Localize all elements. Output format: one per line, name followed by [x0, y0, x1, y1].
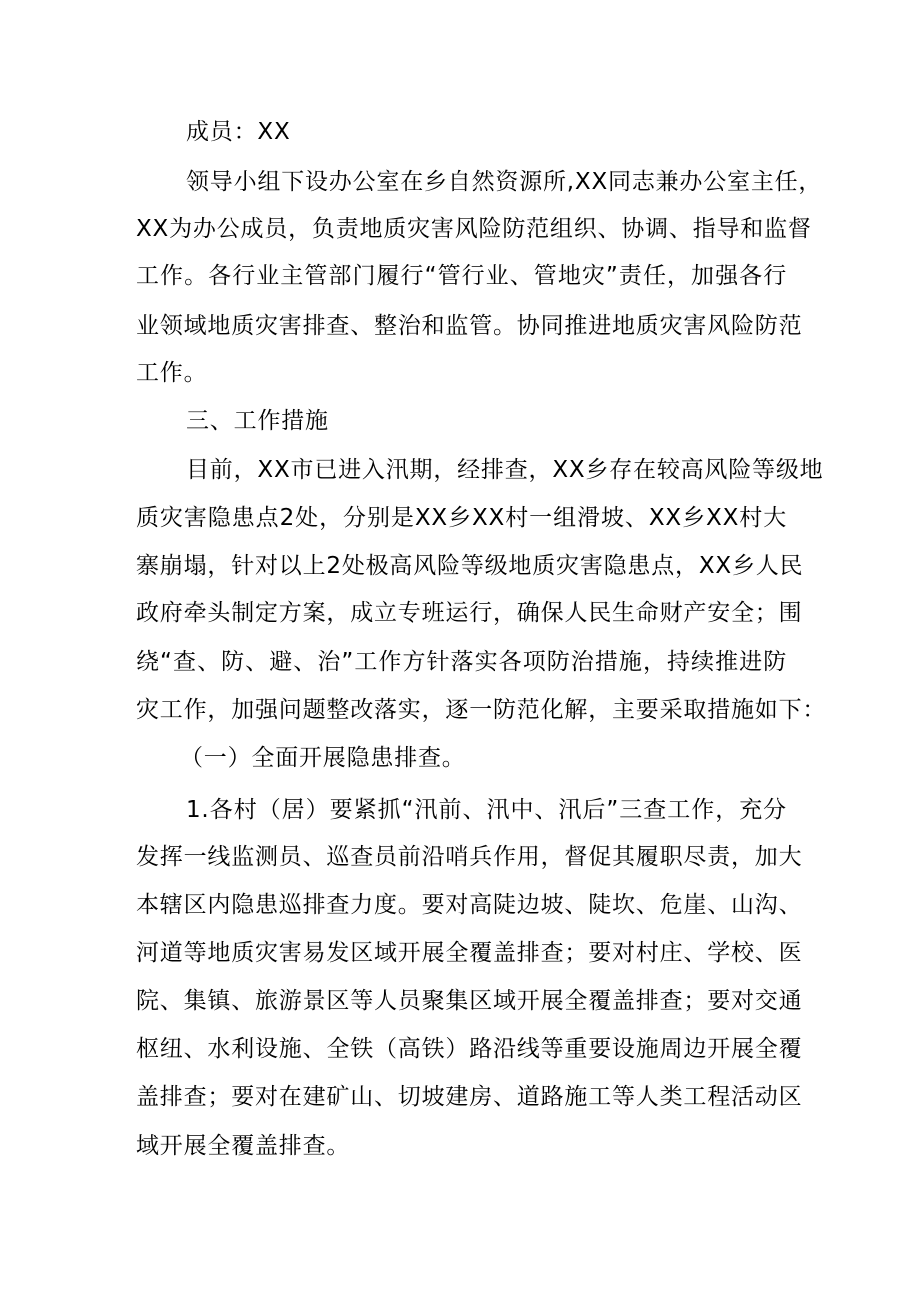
paragraph-line: 1.各村（居）要紧抓“汛前、汛中、汛后”三查工作，充分 — [186, 797, 787, 823]
paragraph-line: 本辖区内隐患巡排查力度。要对高陡边坡、陡坎、危崖、山沟、 — [136, 892, 803, 918]
paragraph-line: 域开展全覆盖排查。 — [136, 1133, 351, 1159]
subsection-heading: （一）全面开展隐患排查。 — [180, 745, 466, 771]
paragraph-line: 政府牵头制定方案，成立专班运行，确保人民生命财产安全；围 — [136, 600, 803, 626]
paragraph-line: 枢纽、水利设施、全铁（高铁）路沿线等重要设施周边开展全覆 — [136, 1036, 803, 1062]
paragraph-line: 盖排查；要对在建矿山、切坡建房、道路施工等人类工程活动区 — [136, 1084, 803, 1110]
paragraph-line: 发挥一线监测员、巡查员前沿哨兵作用，督促其履职尽责，加大 — [136, 844, 803, 870]
paragraph-line: 业领域地质灾害排查、整治和监管。协同推进地质灾害风险防范 — [136, 313, 803, 339]
paragraph-line: 领导小组下设办公室在乡自然资源所,XX同志兼办公室主任， — [186, 169, 823, 195]
paragraph-line: 绕“查、防、避、治”工作方针落实各项防治措施，持续推进防 — [136, 649, 787, 675]
member-line: 成员：XX — [186, 119, 291, 145]
paragraph-line: 目前，XX市已进入汛期，经排查，XX乡存在较高风险等级地 — [186, 457, 824, 483]
paragraph-line: 河道等地质灾害易发区域开展全覆盖排查；要对村庄、学校、医 — [136, 940, 803, 966]
paragraph-line: 工作。 — [136, 360, 208, 386]
paragraph-line: 灾工作，加强问题整改落实，逐一防范化解，主要采取措施如下： — [136, 697, 827, 723]
paragraph-line: 工作。各行业主管部门履行“管行业、管地灾”责任，加强各行 — [136, 263, 787, 289]
paragraph-line: 寨崩塌，针对以上2处极高风险等级地质灾害隐患点，XX乡人民 — [136, 553, 804, 579]
section-heading: 三、工作措施 — [186, 408, 329, 434]
paragraph-line: 质灾害隐患点2处，分别是XX乡XX村一组滑坡、XX乡XX村大 — [136, 505, 787, 531]
paragraph-line: 院、集镇、旅游景区等人员聚集区域开展全覆盖排查；要对交通 — [136, 988, 803, 1014]
paragraph-line: XX为办公成员，负责地质灾害风险防范组织、协调、指导和监督 — [136, 216, 812, 242]
